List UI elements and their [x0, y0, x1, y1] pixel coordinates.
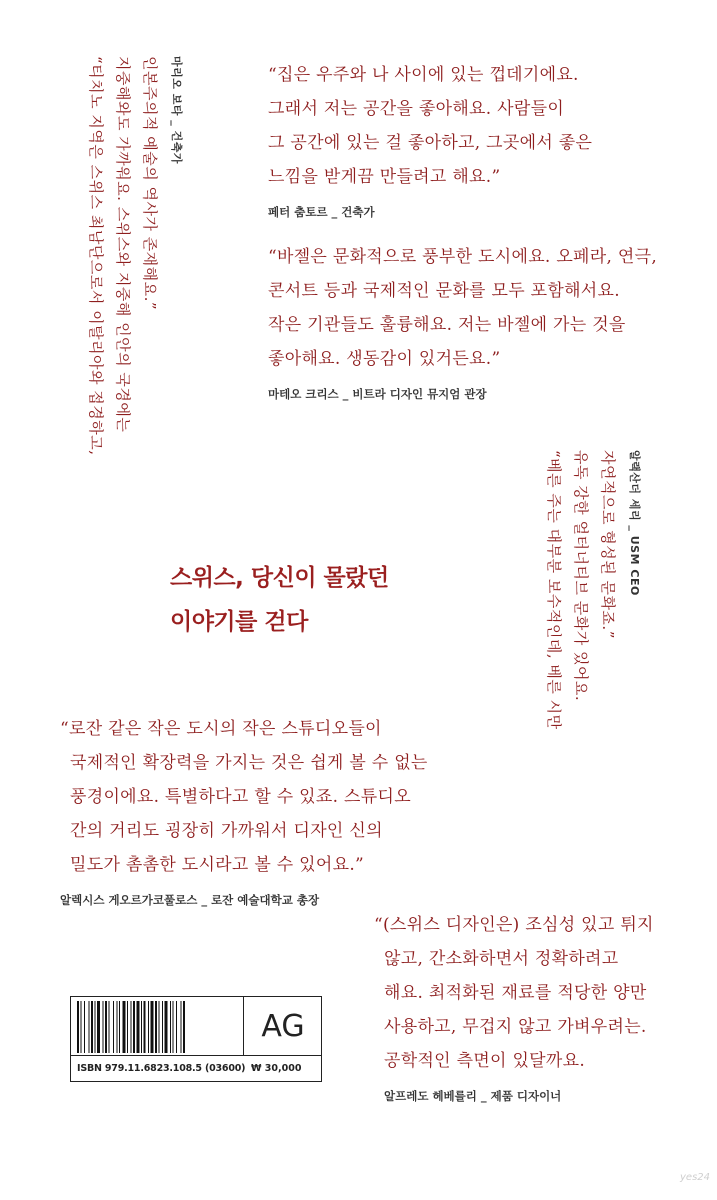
- quote-line: 좋아해요. 생동감이 있거든요.”: [268, 349, 501, 369]
- quote-line: 그래서 저는 공간을 좋아해요. 사람들이: [268, 99, 565, 119]
- isbn-barcode-box: [70, 996, 322, 1082]
- isbn-row: [71, 1055, 321, 1082]
- isbn-number: ISBN 979.11.6823.108.5 (03600): [77, 1063, 246, 1074]
- quote-zumthor: [268, 58, 592, 220]
- quote-line: 느낌을 받게끔 만들려고 해요.”: [268, 167, 501, 187]
- quote-line: 풍경이에요. 특별하다고 할 수 있죠. 스튜디오: [70, 787, 411, 807]
- quote-attribution: 알렉시스 게오르가코풀로스 _ 로잔 예술대학교 총장: [60, 893, 320, 907]
- publisher-logo: AG: [243, 997, 322, 1055]
- quote-line: 지중해와도 가까워요. 스위스와 지중해 인안의 국경에는: [114, 56, 132, 433]
- quote-line: “로잔 같은 작은 도시의 작은 스튜디오들이: [60, 719, 382, 739]
- quote-line: “베른 주는 대부분 보수적인데, 베른 시만: [545, 450, 563, 730]
- title-line: 이야기를 걷다: [170, 609, 308, 635]
- barcode-icon: [75, 1001, 240, 1053]
- quote-attribution: 마테오 크리스 _ 비트라 디자인 뮤지엄 관장: [268, 387, 487, 401]
- price: ₩ 30,000: [251, 1063, 302, 1074]
- quote-kries: [268, 240, 657, 402]
- quote-line: 작은 기관들도 훌륭해요. 저는 바젤에 가는 것을: [268, 315, 626, 335]
- title-line: 스위스, 당신이 몰랐던: [170, 565, 389, 591]
- watermark-logo: yes24: [680, 1172, 711, 1183]
- right-vertical-quote: [540, 450, 649, 750]
- quote-line: 인본주의적 예술의 역사가 존재해요.”: [141, 56, 159, 311]
- quote-georgacopoulos: [60, 712, 428, 908]
- quote-line: 국제적인 확장력을 가지는 것은 쉽게 볼 수 없는: [70, 753, 428, 773]
- quote-line: 자연적으로 형성된 문화죠.”: [599, 450, 617, 639]
- quote-attribution: 페터 춤토르 _ 건축가: [268, 205, 375, 219]
- book-title: [170, 556, 389, 644]
- quote-line: 사용하고, 무겁지 않고 가벼우려는.: [384, 1017, 647, 1037]
- quote-line: “집은 우주와 나 사이에 있는 껍데기에요.: [268, 65, 579, 85]
- quote-haberli: [374, 908, 654, 1104]
- quote-line: “바젤은 문화적으로 풍부한 도시에요. 오페라, 연극,: [268, 247, 658, 267]
- quote-line: 콘서트 등과 국제적인 문화를 모두 포함해서요.: [268, 281, 620, 301]
- quote-line: 그 공간에 있는 걸 좋아하고, 그곳에서 좋은: [268, 133, 593, 153]
- quote-line: 간의 거리도 굉장히 가까워서 디자인 신의: [70, 821, 383, 841]
- quote-attribution: 마리오 보타 _ 건축가: [170, 56, 183, 164]
- quote-attribution: 알랙산더 세리 _ USM CEO: [628, 450, 641, 596]
- quote-line: “티치노 지역은 스위스 최남단으로서 이탈리아와 접경하고,: [87, 56, 105, 456]
- quote-line: “(스위스 디자인은) 조심성 있고 튀지: [374, 915, 654, 935]
- quote-line: 해요. 최적화된 재료를 적당한 양만: [384, 983, 647, 1003]
- quote-attribution: 알프레도 헤베를리 _ 제품 디자이너: [384, 1089, 562, 1103]
- quote-line: 밀도가 촘촘한 도시라고 볼 수 있어요.”: [70, 855, 365, 875]
- quote-line: 유독 강한 얼터너티브 문화가 있어요.: [572, 450, 590, 702]
- quote-line: 공학적인 측면이 있달까요.: [384, 1051, 586, 1071]
- quote-line: 않고, 간소화하면서 정확하려고: [384, 949, 619, 969]
